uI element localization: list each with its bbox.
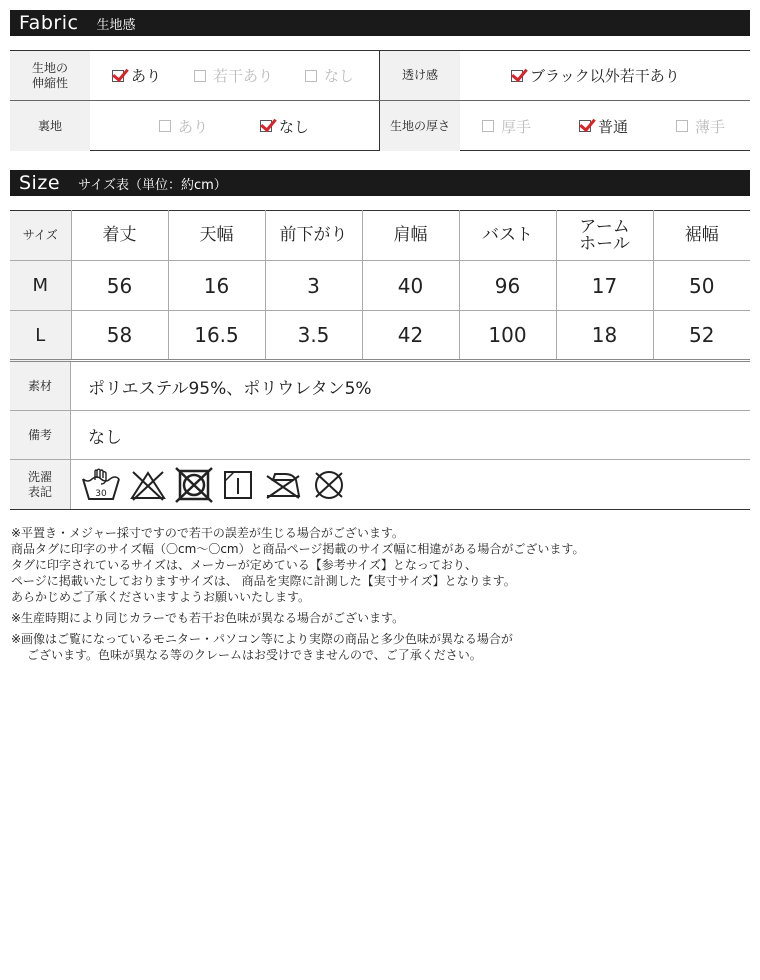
size-value-cell: 52 (653, 311, 750, 361)
size-title-en: Size (19, 172, 61, 194)
size-header-cell: 着丈 (71, 211, 168, 261)
option-label: あり (178, 117, 209, 136)
care-row (10, 460, 750, 509)
remarks-label: 備考 (10, 411, 71, 459)
care-label-text: 洗濯 表記 (27, 469, 52, 499)
checkbox-checked-icon (579, 120, 591, 132)
size-value-cell: 17 (556, 261, 653, 311)
note-line: ございます。色味が異なる等のクレームはお受けできませんので、ご了承ください。 (27, 648, 482, 662)
sheer-option-black-slight (511, 51, 680, 100)
size-label-cell: L (10, 311, 71, 361)
size-section-header (10, 170, 750, 196)
checkbox-checked-icon (260, 120, 272, 132)
hand-wash-30-icon (81, 467, 121, 503)
option-label: 厚手 (501, 117, 532, 136)
care-label (10, 460, 71, 509)
lining-label: 裏地 (10, 101, 90, 151)
remarks-value: なし (88, 427, 122, 448)
size-value-cell: 3.5 (265, 311, 362, 361)
option-label: 薄手 (695, 117, 726, 136)
size-header-cell: アーム ホール (556, 211, 653, 261)
note-line: タグに印字されているサイズは、メーカーが定めている【参考サイズ】となっており、 (11, 558, 477, 572)
material-label: 素材 (10, 362, 71, 410)
thickness-option-thin (676, 101, 725, 151)
fabric-title-jp: 生地感 (96, 17, 136, 33)
sheer-label: 透け感 (380, 51, 460, 100)
size-value-cell: 58 (71, 311, 168, 361)
checkbox-empty-icon (159, 120, 171, 132)
note-line: ※平置き・メジャー採寸ですので若干の誤差が生じる場合がございます。 (11, 526, 404, 540)
size-value-cell: 100 (459, 311, 556, 361)
note-line: ※画像はご覧になっているモニター・パソコン等により実際の商品と多少色味が異なる場合が (11, 632, 513, 646)
thickness-option-thick (482, 101, 531, 151)
size-row-l (10, 311, 750, 361)
size-header-cell: 裾幅 (653, 211, 750, 261)
option-label: あり (131, 67, 162, 85)
option-label: ブラック以外若干あり (530, 67, 680, 85)
lining-option-none (260, 101, 309, 151)
stretch-option-none (305, 51, 354, 100)
checkbox-empty-icon (676, 120, 688, 132)
size-title-jp: サイズ表（単位：約cm） (78, 177, 227, 193)
option-label: 若干あり (213, 67, 274, 85)
note-line: ページに掲載いたしておりますサイズは、 商品を実際に計測した【実寸サイズ】となります。 (11, 574, 516, 588)
fabric-section-header (10, 10, 750, 36)
remarks-row (10, 411, 750, 460)
checkbox-checked-icon (511, 70, 523, 82)
note-line: あらかじめご了承くださいますようお願いいたします。 (11, 590, 311, 604)
size-value-cell: 56 (71, 261, 168, 311)
no-dry-clean-icon (311, 468, 347, 502)
size-value-cell: 3 (265, 261, 362, 311)
size-value-cell: 50 (653, 261, 750, 311)
size-header-cell: 肩幅 (362, 211, 459, 261)
material-row (10, 362, 750, 411)
line-dry-shade-icon (221, 468, 255, 502)
size-header-cell: 天幅 (168, 211, 265, 261)
size-label-cell: M (10, 261, 71, 311)
size-row-m (10, 261, 750, 311)
size-value-cell: 96 (459, 261, 556, 311)
size-value-cell: 40 (362, 261, 459, 311)
stretch-option-slight (194, 51, 273, 100)
option-label: なし (279, 117, 310, 136)
checkbox-empty-icon (482, 120, 494, 132)
svg-text:30: 30 (95, 488, 107, 499)
details-table (10, 362, 750, 510)
lining-option-yes (159, 101, 208, 151)
note-line: 商品タグに印字のサイズ幅（〇cm～〇cm）と商品ページ掲載のサイズ幅に相違がある場合がございます。 (11, 542, 585, 556)
disclaimer-notes (11, 525, 751, 663)
note-line: ※生産時期により同じカラーでも若干お色味が異なる場合がございます。 (11, 611, 405, 625)
material-value: ポリエステル95%、ポリウレタン5% (88, 378, 372, 399)
size-value-cell: 18 (556, 311, 653, 361)
size-header-row (10, 211, 750, 261)
thickness-label: 生地の厚さ (380, 101, 460, 151)
no-bleach-icon (129, 468, 167, 502)
size-table (10, 210, 750, 362)
stretch-label-line1: 生地の 伸縮性 (31, 60, 68, 90)
fabric-row-1 (10, 51, 750, 101)
option-label: なし (324, 67, 355, 85)
size-header-cell: バスト (459, 211, 556, 261)
checkbox-empty-icon (305, 70, 317, 82)
fabric-table (10, 50, 750, 151)
size-value-cell: 16 (168, 261, 265, 311)
no-tumble-dry-icon (175, 467, 213, 503)
checkbox-checked-icon (112, 70, 124, 82)
checkbox-empty-icon (194, 70, 206, 82)
stretch-label (10, 51, 90, 100)
thickness-option-normal (579, 101, 628, 151)
fabric-title-en: Fabric (19, 12, 79, 34)
care-icons (71, 460, 347, 509)
size-value-cell: 16.5 (168, 311, 265, 361)
fabric-row-2 (10, 101, 750, 151)
option-label: 普通 (598, 117, 629, 136)
stretch-option-yes (112, 51, 161, 100)
size-header-cell: 前下がり (265, 211, 362, 261)
low-iron-icon (263, 468, 303, 502)
size-value-cell: 42 (362, 311, 459, 361)
size-header-cell: サイズ (10, 211, 71, 261)
